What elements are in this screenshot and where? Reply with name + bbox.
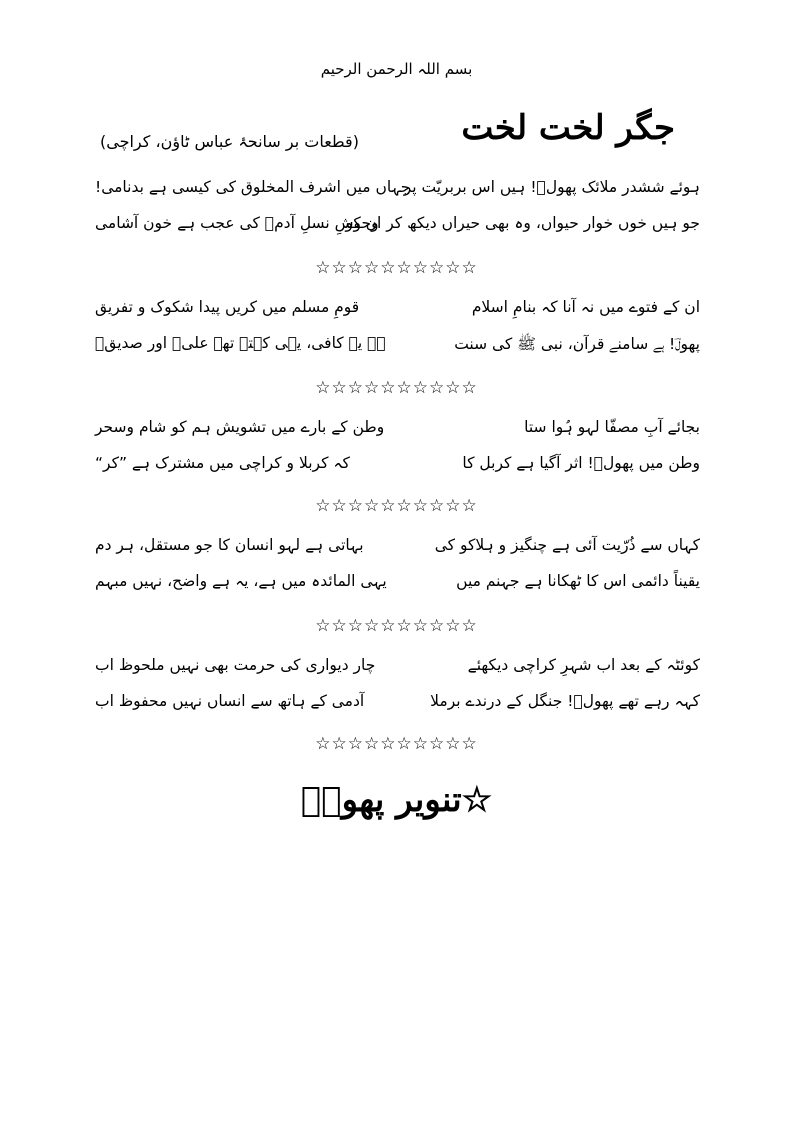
poem-subtitle: (قطعات بر سانحۂ عباس ٹاؤن، کراچی) bbox=[100, 132, 359, 151]
star-separator: ☆☆☆☆☆☆☆☆☆☆ bbox=[315, 734, 478, 754]
misra-second: آدمی کے ہاتھ سے انساں نہیں محفوظ اب bbox=[95, 692, 365, 710]
misra-first: وطن میں پھولؔ! اثر آگیا ہے کربل کا bbox=[462, 454, 700, 472]
verse-line bbox=[95, 650, 700, 686]
verse-line bbox=[95, 566, 700, 602]
misra-first: یقیناً دائمی اس کا ٹھکانا ہے جہنم میں bbox=[456, 572, 700, 590]
misra-second: بہاتی ہے لہو انسان کا جو مستقل، ہر دم bbox=[95, 536, 364, 554]
verse-line bbox=[95, 172, 700, 208]
misra-second: ہے یہ کافی، یہی کہتے تھے علیؓ اور صدیقؓ bbox=[95, 334, 386, 352]
misra-first: ان کے فتوے میں نہ آنا کہ بنامِ اسلام bbox=[471, 298, 700, 316]
misra-second: کہ کربلا و کراچی میں مشترک ہے ”کر“ bbox=[95, 454, 350, 472]
title-row bbox=[100, 108, 675, 160]
verse-line bbox=[95, 686, 700, 722]
misra-first: پھولؔ! ہے سامنے قرآن، نبی ﷺ کی سنت bbox=[454, 335, 700, 353]
stanza-3 bbox=[95, 412, 700, 484]
stanza-4 bbox=[95, 530, 700, 602]
misra-first: کوئٹہ کے بعد اب شہرِ کراچی دیکھئے bbox=[467, 656, 700, 674]
misra-first: ہوئے ششدر ملائک پھولؔ! ہیں اس بربریّت پر bbox=[403, 178, 700, 196]
misra-second: جہاں میں اشرف المخلوق کی کیسی ہے بدنامی! bbox=[95, 178, 411, 196]
star-separator: ☆☆☆☆☆☆☆☆☆☆ bbox=[315, 616, 478, 636]
misra-first: کہہ رہے تھے پھولؔ! جنگل کے درندے برملا bbox=[430, 692, 700, 710]
misra-second: وحوشِ نسلِ آدمؑ کی عجب ہے خون آشامی bbox=[95, 214, 379, 232]
misra-second: چار دیواری کی حرمت بھی نہیں ملحوظ اب bbox=[95, 656, 376, 674]
misra-second: قومِ مسلم میں کریں پیدا شکوک و تفریق bbox=[95, 298, 360, 316]
stanza-2 bbox=[95, 292, 700, 364]
star-separator: ☆☆☆☆☆☆☆☆☆☆ bbox=[315, 496, 478, 516]
misra-first: بجائے آبِ مصفّا لہو ہُوا ستا bbox=[524, 418, 700, 436]
poem-title: جگر لخت لخت bbox=[461, 108, 675, 148]
misra-second: یہی المائدہ میں ہے، یہ ہے واضح، نہیں مبہم bbox=[95, 572, 387, 590]
misra-first: کہاں سے ذُرّیت آئی ہے چنگیز و ہلاکو کی bbox=[434, 536, 700, 554]
stanza-1 bbox=[95, 172, 700, 244]
poet-signature: ☆تنویر پھولؔ bbox=[300, 780, 493, 820]
verse-line bbox=[95, 412, 700, 448]
verse-line bbox=[95, 530, 700, 566]
verse-line bbox=[95, 328, 700, 364]
verse-line bbox=[95, 208, 700, 244]
misra-first: جو ہیں خوں خوار حیواں، وہ بھی حیراں دیکھ کر ان کو bbox=[345, 214, 700, 232]
misra-second: وطن کے بارے میں تشویش ہم کو شام وسحر bbox=[95, 418, 385, 436]
verse-line bbox=[95, 292, 700, 328]
verse-line bbox=[95, 448, 700, 484]
bismillah: بسم اللہ الرحمن الرحیم bbox=[320, 60, 473, 78]
stanza-5 bbox=[95, 650, 700, 722]
star-separator: ☆☆☆☆☆☆☆☆☆☆ bbox=[315, 258, 478, 278]
star-separator: ☆☆☆☆☆☆☆☆☆☆ bbox=[315, 378, 478, 398]
